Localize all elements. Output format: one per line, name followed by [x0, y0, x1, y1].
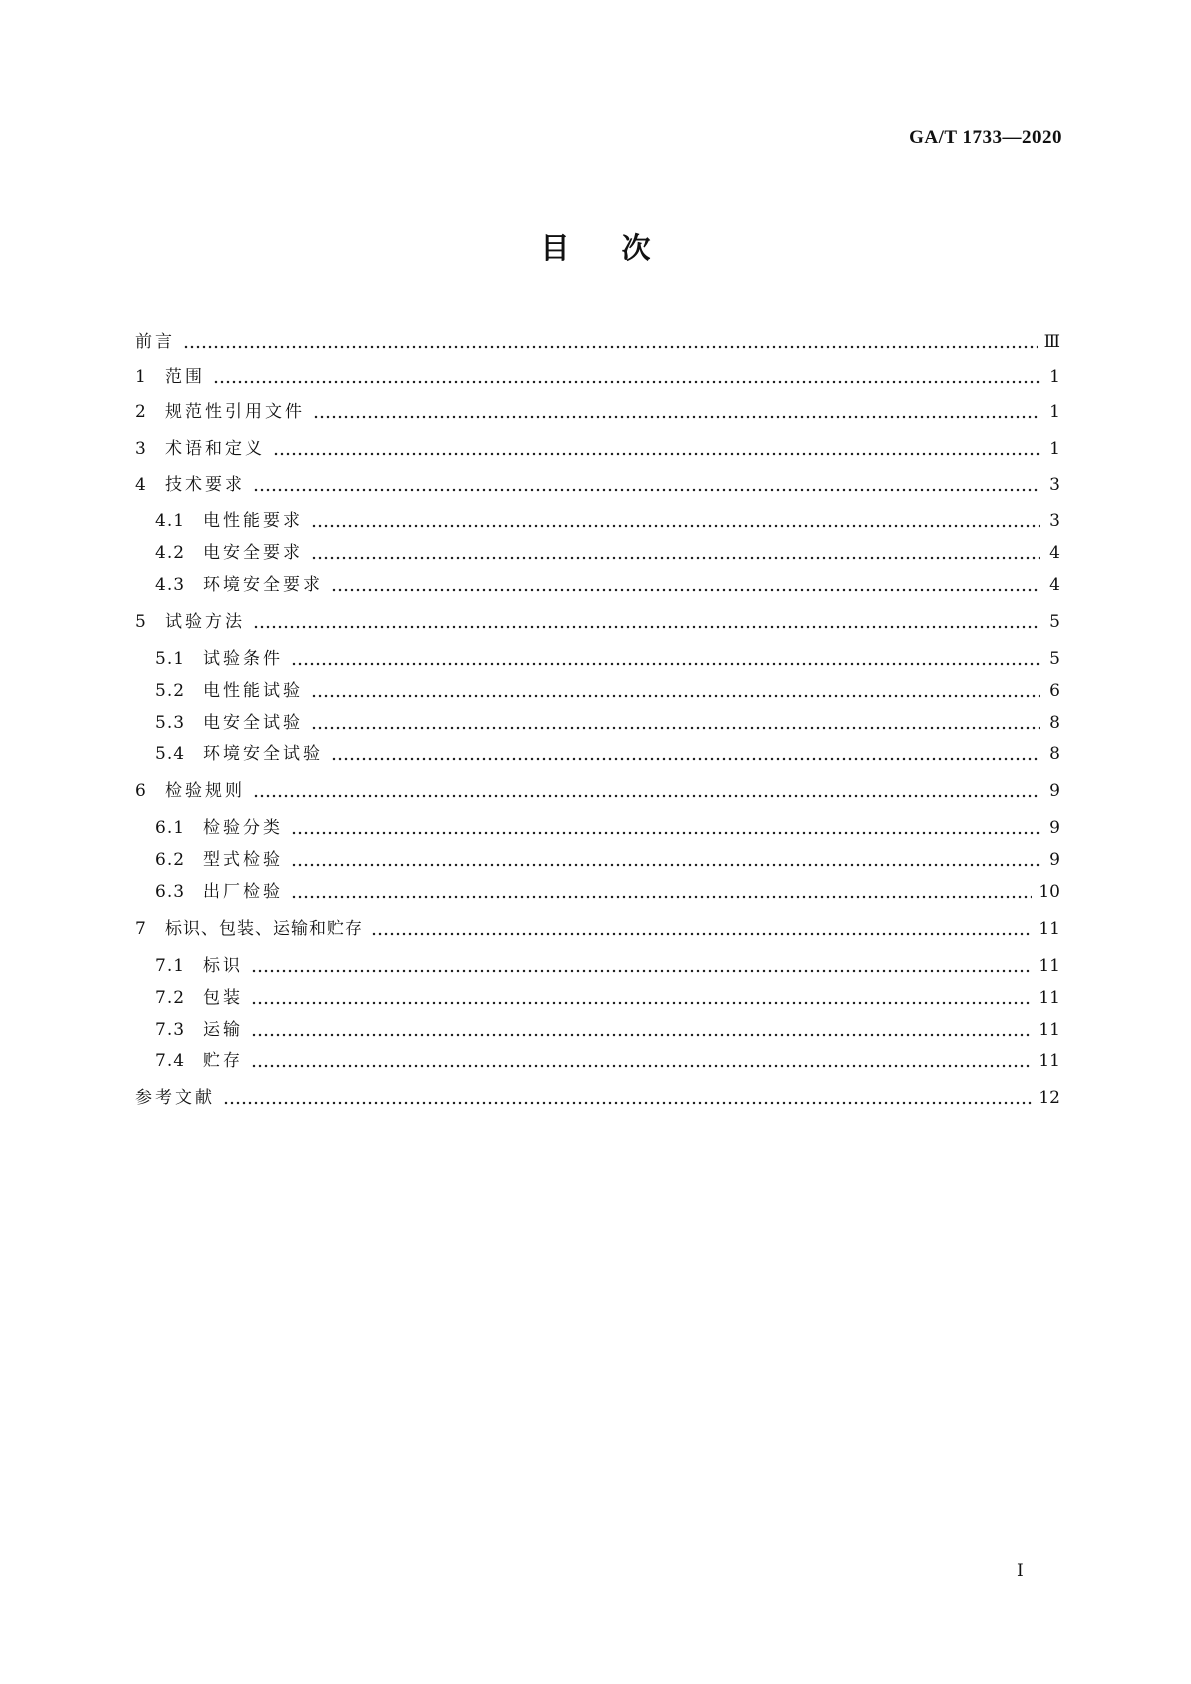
table-of-contents [135, 0, 1060, 1684]
toc-number: 7.4 [155, 1051, 186, 1071]
dot-leader [253, 609, 1040, 635]
dot-leader [253, 778, 1040, 804]
toc-page: 3 [1049, 475, 1060, 495]
toc-label: 电安全试验 [203, 713, 303, 733]
toc-label: 出厂检验 [203, 882, 283, 902]
dot-leader [371, 916, 1032, 942]
toc-number: 4.1 [155, 511, 186, 531]
toc-page: 12 [1038, 1088, 1060, 1108]
toc-label: 技术要求 [165, 475, 245, 495]
dot-leader [291, 815, 1040, 841]
toc-entry-7-2[interactable] [155, 985, 1060, 1011]
dot-leader [311, 508, 1040, 534]
toc-number: 4 [135, 475, 147, 495]
toc-label: 前言 [135, 332, 175, 352]
toc-number: 7.1 [155, 956, 186, 976]
dot-leader [251, 985, 1032, 1011]
toc-number: 6.2 [155, 850, 186, 870]
toc-entry-7[interactable] [135, 916, 1060, 942]
toc-label: 贮存 [203, 1051, 243, 1071]
page-number: I [1017, 1561, 1024, 1581]
dot-leader [223, 1085, 1032, 1111]
toc-page: Ⅲ [1043, 332, 1060, 352]
toc-page: 9 [1049, 781, 1060, 801]
toc-entry-7-1[interactable] [155, 953, 1060, 979]
toc-entry-6[interactable] [135, 778, 1060, 804]
toc-page: 6 [1049, 681, 1060, 701]
toc-entry-4-1[interactable] [155, 508, 1060, 534]
toc-entry-7-3[interactable] [155, 1017, 1060, 1043]
dot-leader [273, 436, 1040, 462]
toc-label: 包装 [203, 988, 243, 1008]
toc-page: 10 [1038, 882, 1060, 902]
toc-entry-6-3[interactable] [155, 879, 1060, 905]
toc-label: 参考文献 [135, 1088, 215, 1108]
dot-leader [313, 399, 1040, 425]
toc-entry-1[interactable] [135, 364, 1060, 390]
toc-entry-4[interactable] [135, 472, 1060, 498]
dot-leader [291, 879, 1032, 905]
toc-label: 试验条件 [203, 649, 283, 669]
toc-page: 4 [1049, 543, 1060, 563]
toc-number: 6.3 [155, 882, 186, 902]
toc-page: 11 [1038, 956, 1060, 976]
toc-label: 环境安全要求 [203, 575, 323, 595]
toc-entry-2[interactable] [135, 399, 1060, 425]
toc-page: 11 [1038, 1020, 1060, 1040]
toc-entry-references[interactable] [135, 1085, 1060, 1111]
toc-label: 规范性引用文件 [165, 402, 305, 422]
dot-leader [311, 710, 1040, 736]
toc-label: 电性能要求 [203, 511, 303, 531]
toc-number: 4.2 [155, 543, 186, 563]
toc-number: 7.2 [155, 988, 186, 1008]
toc-number: 6 [135, 781, 147, 801]
toc-label: 范围 [165, 367, 205, 387]
dot-leader [251, 1017, 1032, 1043]
toc-label: 试验方法 [165, 612, 245, 632]
toc-page: 1 [1049, 402, 1060, 422]
toc-page: 5 [1049, 612, 1060, 632]
toc-page: 11 [1038, 988, 1060, 1008]
toc-entry-6-2[interactable] [155, 847, 1060, 873]
toc-entry-7-4[interactable] [155, 1048, 1060, 1074]
toc-label: 电安全要求 [203, 543, 303, 563]
toc-page: 8 [1049, 713, 1060, 733]
toc-number: 1 [135, 367, 147, 387]
dot-leader [213, 364, 1040, 390]
toc-entry-5[interactable] [135, 609, 1060, 635]
toc-number: 5 [135, 612, 147, 632]
dot-leader [311, 540, 1040, 566]
toc-entry-6-1[interactable] [155, 815, 1060, 841]
toc-entry-5-2[interactable] [155, 678, 1060, 704]
toc-entry-3[interactable] [135, 436, 1060, 462]
toc-number: 2 [135, 402, 147, 422]
dot-leader [291, 847, 1040, 873]
toc-number: 7.3 [155, 1020, 186, 1040]
toc-label: 检验分类 [203, 818, 283, 838]
dot-leader [291, 646, 1040, 672]
toc-entry-5-4[interactable] [155, 741, 1060, 767]
dot-leader [251, 1048, 1032, 1074]
toc-page: 11 [1038, 919, 1060, 939]
toc-entry-4-2[interactable] [155, 540, 1060, 566]
toc-number: 5.1 [155, 649, 186, 669]
toc-page: 1 [1049, 367, 1060, 387]
toc-label: 环境安全试验 [203, 744, 323, 764]
toc-number: 5.3 [155, 713, 186, 733]
standard-code: GA/T 1733—2020 [909, 127, 1062, 148]
page-title: 目次 [540, 231, 703, 265]
toc-label: 运输 [203, 1020, 243, 1040]
toc-label: 型式检验 [203, 850, 283, 870]
toc-label: 电性能试验 [203, 681, 303, 701]
toc-page: 5 [1049, 649, 1060, 669]
toc-number: 3 [135, 439, 147, 459]
toc-page: 9 [1049, 850, 1060, 870]
toc-page: 9 [1049, 818, 1060, 838]
toc-page: 8 [1049, 744, 1060, 764]
toc-page: 11 [1038, 1051, 1060, 1071]
toc-entry-5-3[interactable] [155, 710, 1060, 736]
toc-page: 4 [1049, 575, 1060, 595]
toc-number: 5.4 [155, 744, 186, 764]
toc-number: 7 [135, 919, 147, 939]
toc-page: 1 [1049, 439, 1060, 459]
dot-leader [331, 572, 1040, 598]
toc-label: 标识、包装、运输和贮存 [165, 919, 363, 939]
toc-page: 3 [1049, 511, 1060, 531]
toc-entry-foreword[interactable] [135, 329, 1060, 355]
dot-leader [253, 472, 1040, 498]
toc-label: 术语和定义 [165, 439, 265, 459]
toc-number: 5.2 [155, 681, 186, 701]
toc-label: 检验规则 [165, 781, 245, 801]
toc-number: 4.3 [155, 575, 186, 595]
toc-entry-5-1[interactable] [155, 646, 1060, 672]
toc-number: 6.1 [155, 818, 186, 838]
dot-leader [183, 329, 1038, 355]
dot-leader [311, 678, 1040, 704]
dot-leader [331, 741, 1040, 767]
toc-label: 标识 [203, 956, 243, 976]
toc-entry-4-3[interactable] [155, 572, 1060, 598]
dot-leader [251, 953, 1032, 979]
